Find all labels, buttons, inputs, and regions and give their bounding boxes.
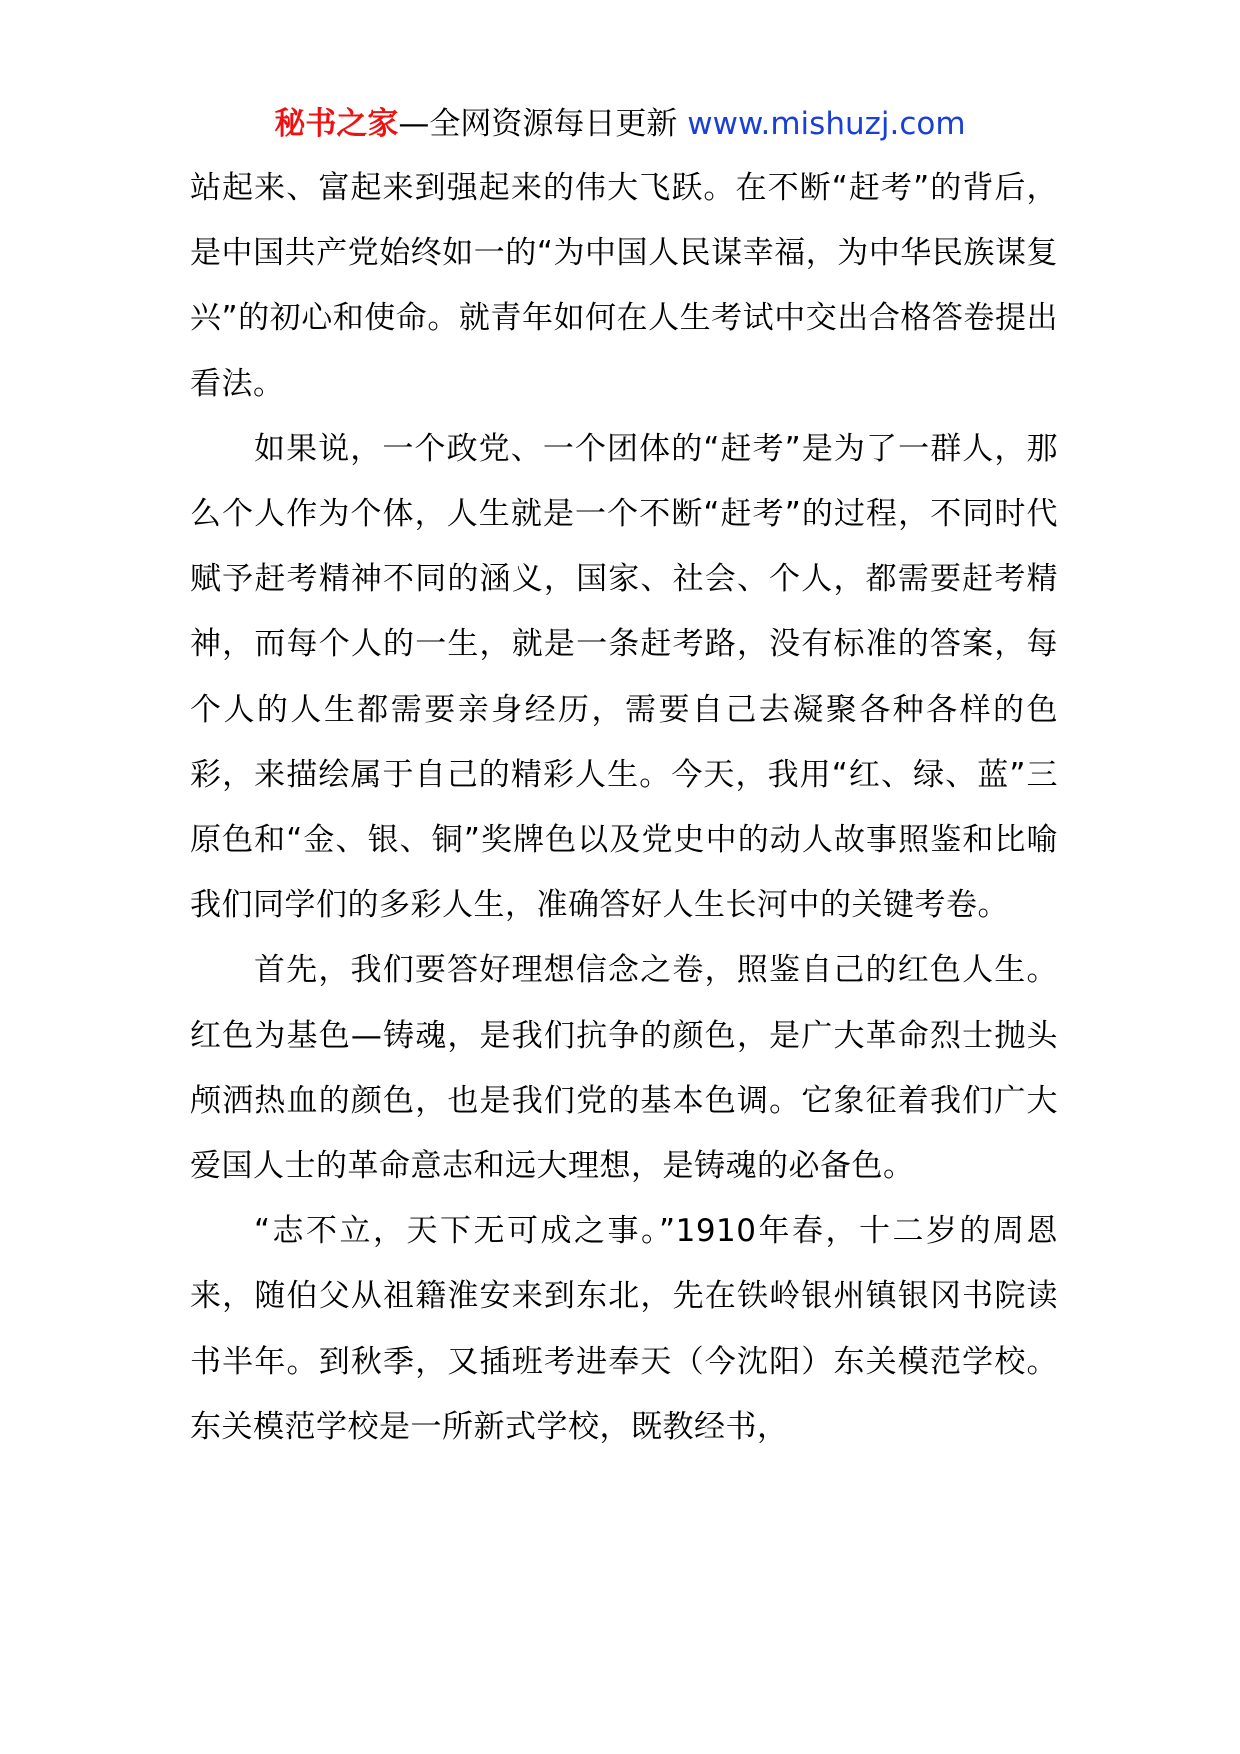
site-slogan: —全网资源每日更新 <box>398 106 678 142</box>
paragraph-zhou-enlai-story: “志不立，天下无可成之事。”1910年春，十二岁的周恩来，随伯父从祖籍淮安来到东北，先在铁岭银州镇银冈书院读书半年。到秋季，又插班考进奉天（今沈阳）东关模范学校。东关模范学校是一所新式学校，既教经书， <box>190 1213 1058 1445</box>
site-brand: 秘书之家 <box>274 106 399 142</box>
paragraph-exam-life: 如果说，一个政党、一个团体的“赶考”是为了一群人，那么个人作为个体，人生就是一个不断“赶考”的过程，不同时代赋予赶考精神不同的涵义，国家、社会、个人，都需要赶考精神，而每个人的一生，就是一条赶考路，没有标准的答案，每个人的人生都需要亲身经历，需要自己去凝聚各种各样的色彩，来描绘属于自己的精彩人生。今天，我用“红、绿、蓝”三原色和“金、银、铜”奖牌色以及党史中的动人故事照鉴和比喻我们同学们的多彩人生，准确答好人生长河中的关键考卷。 <box>190 430 1058 924</box>
paragraph-red-life: 首先，我们要答好理想信念之卷，照鉴自己的红色人生。红色为基色—铸魂，是我们抗争的颜色，是广大革命烈士抛头颅洒热血的颜色，也是我们党的基本色调。它象征着我们广大爱国人士的革命意志和远大理想，是铸魂的必备色。 <box>190 952 1058 1185</box>
site-url-link[interactable]: www.mishuzj.com <box>687 106 966 142</box>
site-header <box>0 104 1240 144</box>
document-body <box>190 156 1058 1460</box>
paragraph-continuation: 站起来、富起来到强起来的伟大飞跃。在不断“赶考”的背后，是中国共产党始终如一的“为中国人民谋幸福，为中华民族谋复兴”的初心和使命。就青年如何在人生考试中交出合格答卷提出看法。 <box>190 170 1058 402</box>
